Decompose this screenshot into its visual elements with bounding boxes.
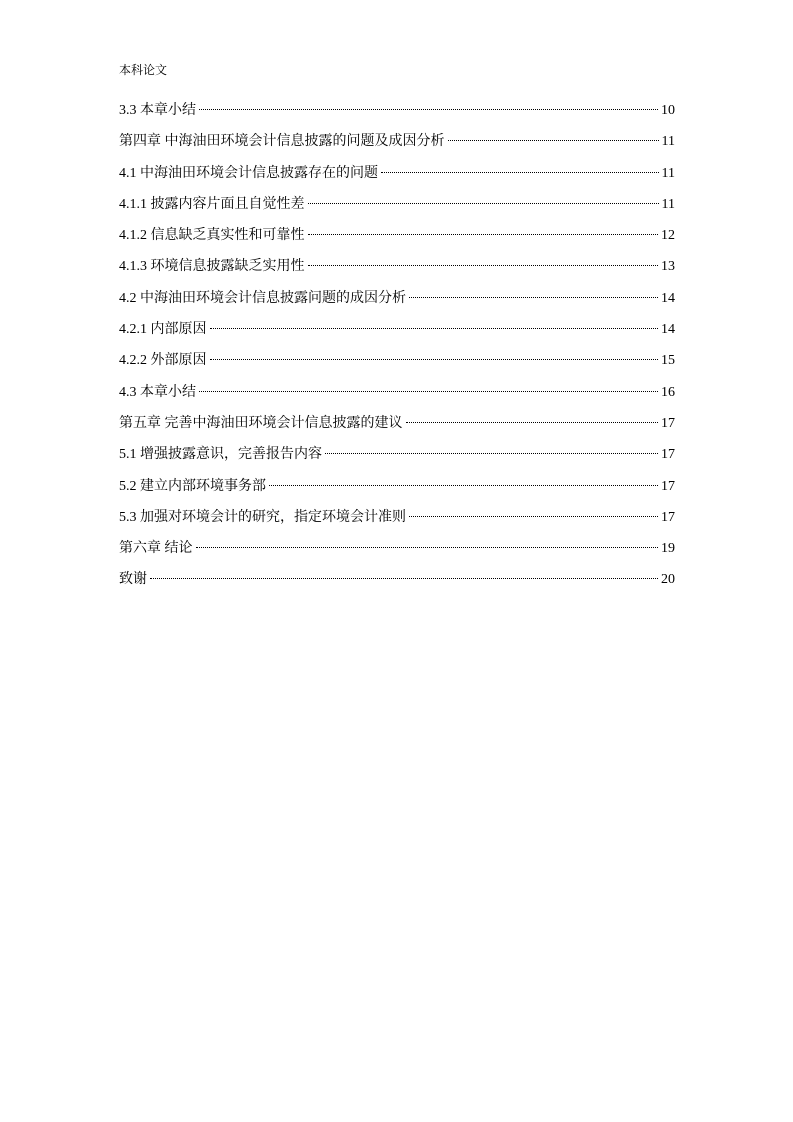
toc-entry[interactable] [119, 350, 675, 381]
toc-entry-label: 4.1.3 环境信息披露缺乏实用性 [119, 259, 305, 275]
toc-page-number: 17 [661, 509, 675, 525]
toc-entry[interactable] [119, 194, 675, 225]
toc-dot-leader [325, 453, 658, 454]
toc-entry-label: 第四章 中海油田环境会计信息披露的问题及成因分析 [119, 134, 445, 150]
toc-entry-label: 4.1.1 披露内容片面且自觉性差 [119, 196, 305, 212]
toc-entry-label: 4.3 本章小结 [119, 384, 196, 400]
toc-dot-leader [210, 328, 659, 329]
toc-entry-label: 4.1 中海油田环境会计信息披露存在的问题 [119, 165, 378, 181]
page-header: 本科论文 [119, 63, 168, 77]
toc-dot-leader [308, 234, 659, 235]
toc-dot-leader [406, 422, 659, 423]
toc-entry[interactable] [119, 319, 675, 350]
toc-entry[interactable] [119, 163, 675, 194]
toc-entry[interactable] [119, 413, 675, 444]
toc-page-number: 13 [661, 259, 675, 275]
toc-page-number: 17 [661, 478, 675, 494]
toc-entry-label: 4.2 中海油田环境会计信息披露问题的成因分析 [119, 290, 406, 306]
toc-dot-leader [381, 172, 659, 173]
toc-entry[interactable] [119, 476, 675, 507]
toc-entry-label: 4.2.1 内部原因 [119, 322, 207, 338]
toc-page-number: 20 [661, 572, 675, 588]
toc-page-number: 19 [661, 541, 675, 557]
toc-page-number: 15 [661, 353, 675, 369]
toc-entry[interactable] [119, 569, 675, 600]
toc-entry-label: 4.1.2 信息缺乏真实性和可靠性 [119, 228, 305, 244]
toc-entry[interactable] [119, 225, 675, 256]
toc-entry[interactable] [119, 256, 675, 287]
toc-dot-leader [199, 391, 658, 392]
toc-page-number: 10 [661, 103, 675, 118]
toc-dot-leader [269, 485, 658, 486]
toc-entry-label: 4.2.2 外部原因 [119, 353, 207, 369]
toc-dot-leader [196, 547, 659, 548]
toc-entry[interactable] [119, 507, 675, 538]
toc-entry[interactable] [119, 131, 675, 162]
toc-page-number: 17 [661, 447, 675, 463]
toc-entry[interactable] [119, 538, 675, 569]
toc-dot-leader [308, 203, 659, 204]
toc-dot-leader [308, 265, 659, 266]
toc-page-number: 14 [661, 290, 675, 306]
toc-page-number: 11 [661, 196, 675, 212]
toc-entry[interactable] [119, 444, 675, 475]
toc-page-number: 11 [661, 134, 675, 150]
toc-entry-label: 5.2 建立内部环境事务部 [119, 478, 266, 494]
toc-page-number: 14 [661, 322, 675, 338]
toc-entry[interactable] [119, 100, 675, 131]
toc-entry[interactable] [119, 382, 675, 413]
toc-entry-label: 5.1 增强披露意识，完善报告内容 [119, 447, 322, 463]
toc-entry-label: 第五章 完善中海油田环境会计信息披露的建议 [119, 415, 403, 431]
toc-dot-leader [409, 297, 658, 298]
toc-page-number: 12 [661, 228, 675, 244]
toc-entry-label: 3.3 本章小结 [119, 103, 196, 118]
toc-dot-leader [210, 359, 659, 360]
toc-page-number: 16 [661, 384, 675, 400]
toc-page-number: 11 [661, 165, 675, 181]
toc-entry[interactable] [119, 288, 675, 319]
toc-entry-label: 第六章 结论 [119, 541, 193, 557]
toc-page-number: 17 [661, 415, 675, 431]
toc-dot-leader [150, 578, 658, 579]
toc-dot-leader [409, 516, 658, 517]
toc-dot-leader [448, 140, 659, 141]
table-of-contents [119, 100, 675, 601]
toc-dot-leader [199, 109, 658, 110]
toc-entry-label: 5.3 加强对环境会计的研究，指定环境会计准则 [119, 509, 406, 525]
toc-entry-label: 致谢 [119, 572, 147, 588]
